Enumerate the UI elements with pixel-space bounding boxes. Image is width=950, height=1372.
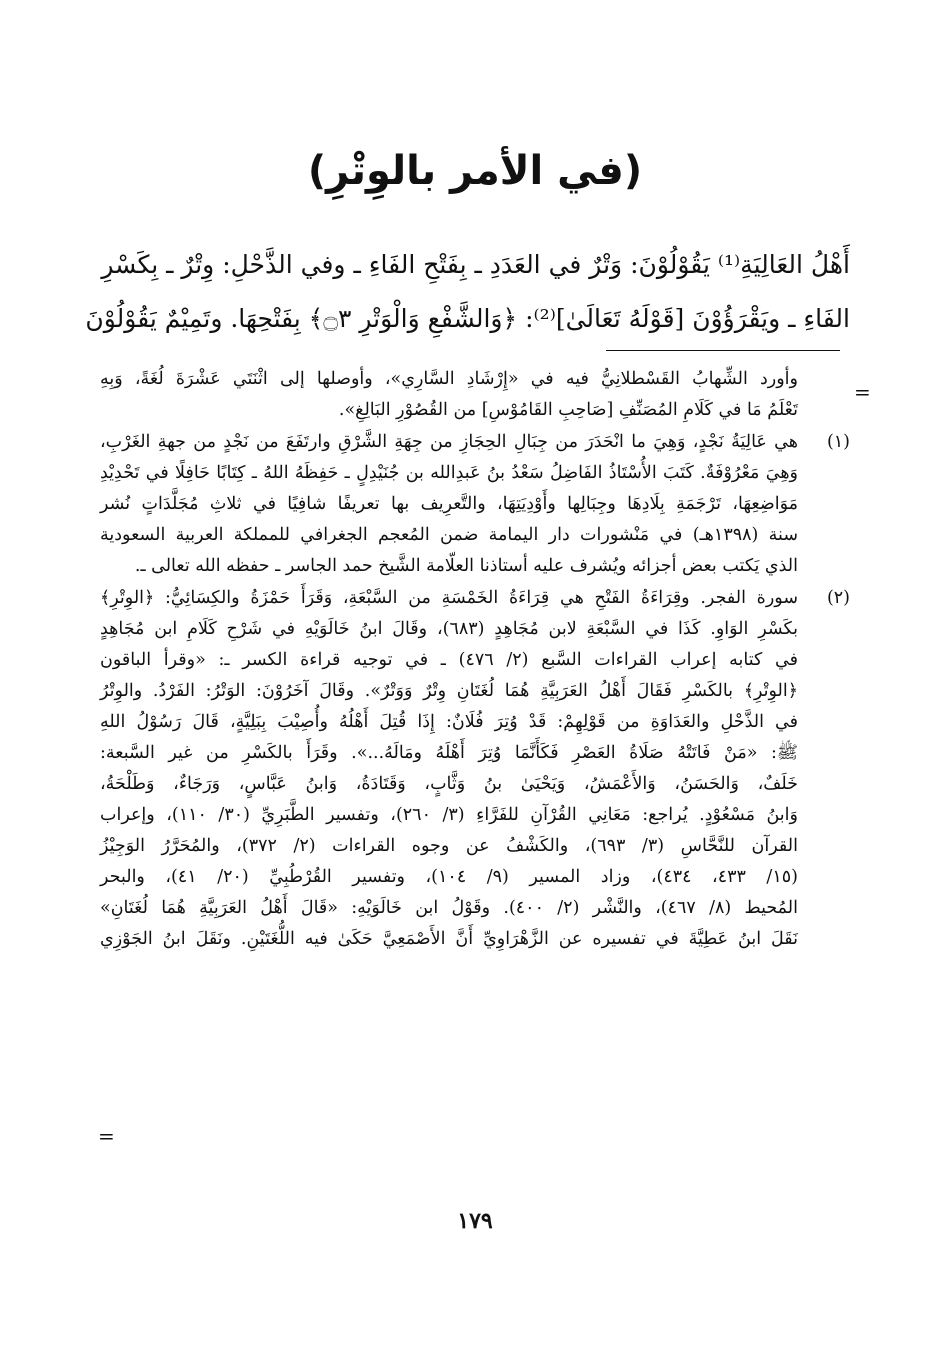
footnote-line: بكَسْرِ الوَاوِ. كَذَا في السَّبْعَةِ لابن مُجَاهِدٍ (٦٨٣)، وقَالَ ابنُ خَالَوَيْهِ في شَرْحِ كَلَامِ ابن مُجَاهِدٍ [100,619,798,639]
continuation-mark-top: = [854,380,871,404]
footnote-line: مَوَاضِعِهَا، تَرْجَمَةِ بِلَادِهَا وجِبَالِها وأَوْدِيَتِهَا، والتَّعرِيف بها تعريفًا شافِيًا في ثلاثِ مُجَلَّدَاتٍ نُشر [100,494,798,514]
footnote-2 [100,583,850,955]
footnote-line: المُحيط (٨/ ٤٦٧)، والنَّشْر (٢/ ٤٠٠). وقَوْلُ ابن خَالَوَيْهِ: «قَالَ أَهْلُ العَرَبِيَّةِ هُمَا لُغَتَانِ» [100,898,798,918]
main-text [85,238,850,346]
footnote-line: في كتابه إعراب القراءات السَّبع (٢/ ٤٧٦) ـ في توجيه قراءة الكسر ـ: «وقرأ الباقون [100,650,798,670]
footnote-line: في الذَّحْلِ والعَدَاوَةِ من قَوْلِهِمْ: قَدْ وُتِرَ فُلَانٌ: إِذَا قُتِلَ أَهْلُهُ وأُصِيْبَ بِبَلِيَّةٍ، قَالَ رَسُوْلُ اللهِ [100,712,798,732]
footnote-line: القرآن للنَّحَّاسِ (٣/ ٦٩٣)، والكَشْفُ عن وجوه القراءات (٢/ ٣٧٢)، والمُحَرَّرُ الوَجِيْزُ [100,836,798,856]
page-number: ١٧٩ [457,1208,493,1234]
footnote-line: سنة (١٣٩٨هـ) في مَنْشورات دار اليمامة ضمن المُعجم الجغرافي للمملكة العربية السعودية [100,525,798,545]
footnote-line: وَابنُ مَسْعُوْدٍ. يُراجع: مَعَانِي القُرْآنِ للفَرَّاءِ (٣/ ٢٦٠)، وتفسير الطَّبَرِيِّ (٣٠/ ١١٠)، وإعراب [100,805,798,825]
footnote-line: هي عَالِيَةُ نَجْدٍ، وَهِيَ ما انْحَدَرَ من جِبَالِ الحِجَازِ من جِهَةِ الشَّرْقِ وارتَفَعَ من نَجْدٍ من جهةِ الغَرْبِ، [100,432,798,452]
footnote-number: (١) [826,432,850,452]
chapter-title: (في الأمر بالوِتْرِ) [307,148,643,194]
footnote-line: وأورد الشِّهابُ القَسْطلانِيُّ فيه في «إِرْشَادِ السَّارِي»، وأوصلها إلى اثْنَتَي عَشْرَةَ لُغَةً، وَبِهِ [100,369,798,389]
footnote-line: خَلَفٌ، وَالحَسَنُ، وَالأَعْمَشُ، وَيَحْيَىٰ بنُ وَثَّابٍ، وَقَتَادَةُ، وَابنُ عَبَّاسٍ، وَرَجَاءٌ، وَطَلْحَةُ، [100,774,798,794]
footnote-number: (٢) [826,588,850,608]
footnotes-area [100,364,850,956]
footnote-1 [100,427,850,582]
footnote-line: الذي يَكتب بعض أجزائه ويُشرف عليه أستاذنا العلّامة الشَّيخ حمد الجاسر ـ حفظه الله تعالى ـ. [134,556,798,576]
footnote-continuation [100,364,850,426]
footnote-line: سورة الفجر. وقِرَاءَةُ الفَتْحِ هي قِرَاءَةُ الخَمْسَةِ من السَّبْعَةِ، وَقَرَأَ حَمْزَةُ والكِسَائِيُّ: ﴿الوِتْرِ﴾ [100,588,798,608]
main-line: الفَاءِ ـ ويَقْرَؤُوْنَ [قَوْلَهُ تَعَالَىٰ]⁽²⁾: ﴿وَالشَّفْعِ وَالْوَتْرِ ۝٣﴾ بِفَتْحِهَا. وتَمِيْمٌ يَقُوْلُوْنَ [85,304,850,333]
footnote-line: تَعْلَمُ مَا في كَلَامِ المُصَنِّفِ [صَاحِبِ القَامُوْسِ] من القُصُوْرِ البَالِغِ». [338,400,798,420]
continuation-mark-bottom: = [98,1124,115,1148]
footnote-line: (١٥/ ٤٣٣، ٤٣٤)، وزاد المسير (٩/ ١٠٤)، وتفسير القُرْطُبِيِّ (٢٠/ ٤١)، والبحر [100,867,798,887]
footnote-separator [606,350,840,351]
footnote-line: وَهِيَ مَعْرُوْفَةٌ. كَتَبَ الأُسْتَاذُ الفَاضِلُ سَعْدُ بنُ عَبدِالله بن جُنَيْدِلٍ ـ حَفِظَهُ اللهُ ـ كِتَابًا حَافِلًا في تَحْدِيْدِ [100,463,798,483]
footnote-line: ﴿الوِتْرِ﴾ بالكَسْرِ فَقَالَ أَهْلُ العَرَبِيَّةِ هُمَا لُغَتَانِ وِتْرٌ وَوَتْرٌ». وقَالَ آخَرُوْنَ: الوَتْرُ: الفَرْدُ. والوِتْرُ [100,681,798,701]
footnote-line: ﷺ: «مَنْ فَاتَتْهُ صَلَاةُ العَصْرِ فَكَأَنَّمَا وُتِرَ أَهْلَهُ ومَالَهُ...». وقَرَأَ بالكَسْرِ من غير السَّبعة: [100,743,798,763]
main-line: أَهْلُ العَالِيَةِ⁽¹⁾ يَقُوْلُوْنَ: وَتْرٌ في العَدَدِ ـ بِفَتْحِ الفَاءِ ـ وفي الذَّحْلِ: وِتْرٌ ـ بِكَسْرِ [101,250,850,279]
footnote-line: نَقَلَ ابنُ عَطِيَّةَ في تفسيره عن الزَّهْرَاوِيِّ أَنَّ الأَصْمَعِيَّ حَكَىٰ فيه اللُّغَتَيْنِ. ونَقَلَ ابنُ الجَوْزِي [100,929,798,949]
